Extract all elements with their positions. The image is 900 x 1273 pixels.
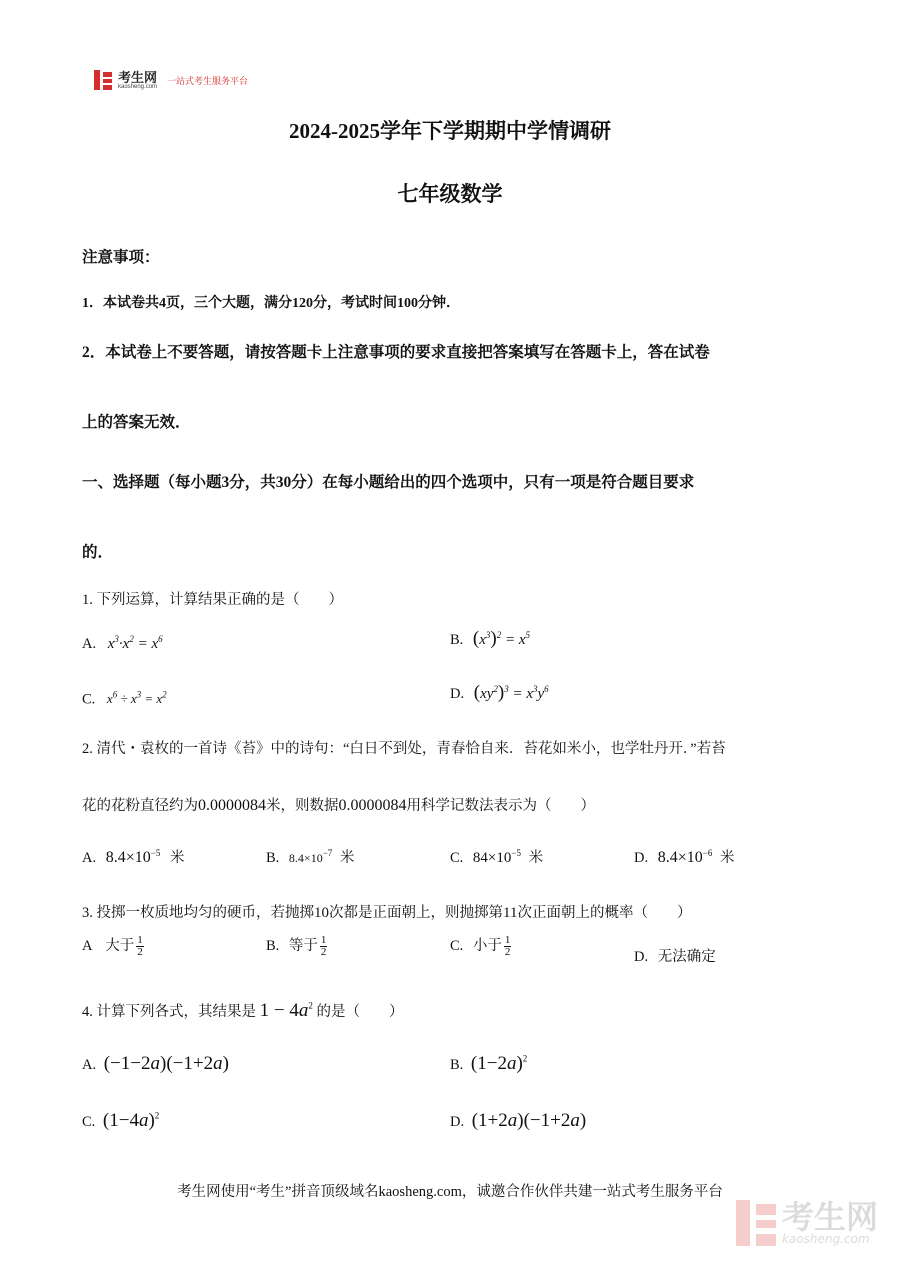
q2-number-2: 0.0000084: [338, 797, 407, 814]
logo-slogan: 一站式考生服务平台: [167, 76, 249, 87]
q4-a-expr: (−1−2a)(−1+2a): [103, 1053, 229, 1074]
q4-stem-text-b: 的是（ ）: [316, 1004, 404, 1020]
q4-a-label: A.: [82, 1057, 97, 1073]
watermark-mark-icon: [736, 1200, 776, 1246]
q4-c-label: C.: [82, 1114, 96, 1130]
q2-c-coef: 84×10: [472, 850, 512, 866]
q1-option-c: [82, 690, 167, 708]
q1-c-label: C.: [82, 691, 96, 708]
q3-number-2: 11: [503, 905, 518, 921]
q4-d-expr: (1+2a)(−1+2a): [471, 1110, 587, 1131]
q1-stem: 1. 下列运算，计算结果正确的是（ ）: [82, 592, 343, 608]
q2-a-label: A.: [82, 850, 97, 866]
q2-a-exp: −5: [150, 848, 161, 859]
logo-domain: kaosheng.com: [118, 83, 158, 90]
q2-c-label: C.: [450, 850, 464, 866]
q4-stem: [82, 1000, 403, 1022]
q2-d-coef: 8.4×10: [657, 849, 703, 866]
logo-name: 考生网: [118, 69, 158, 85]
q3-stem-text-c: 次正面朝上的概率（ ）: [517, 905, 692, 921]
q3-d-label: D.: [634, 949, 649, 965]
q4-b-label: B.: [450, 1057, 464, 1073]
q2-a-coef: 8.4×10: [105, 849, 151, 866]
q3-d-text: 无法确定: [657, 949, 716, 965]
section-heading: 一、选择题（每小题3分，共30分）在每小题给出的四个选项中，只有一项是符合题目要求: [82, 474, 695, 491]
q4-option-a: [82, 1053, 229, 1075]
q3-stem-text-a: 3. 投掷一枚质地均匀的硬币，若抛掷: [82, 905, 314, 921]
footer-text: 考生网使用“考生”拼音顶级域名kaosheng.com，诚邀合作伙伴共建一站式考生服务平台: [177, 1184, 723, 1200]
q3-option-d: [634, 945, 716, 966]
watermark-domain: kaosheng.com: [781, 1232, 870, 1246]
q4-b-expr: $(1-2a)^2$: [470, 1053, 528, 1074]
q4-c-expr: $(1-4a)^2$: [102, 1110, 160, 1131]
q4-option-d: [450, 1110, 586, 1132]
q2-stem-text-b: 米，则数据: [266, 798, 339, 814]
q1-a-label: A.: [82, 636, 97, 652]
watermark-name: 考生网: [781, 1198, 878, 1236]
q4-option-b: [450, 1053, 527, 1075]
q1-d-expr: $(xy^2)^3 = x^3y^6$: [473, 682, 549, 703]
watermark-logo: [736, 1200, 878, 1246]
q2-stem-text-c: 用科学记数法表示为（ ）: [406, 798, 595, 814]
q2-a-unit: 米: [169, 850, 185, 866]
q4-d-label: D.: [450, 1114, 465, 1130]
q2-b-coef: 8.4×10: [288, 851, 323, 865]
q3-b-label: B.: [266, 938, 280, 954]
q2-d-unit: 米: [719, 850, 735, 866]
q2-b-label: B.: [266, 850, 280, 866]
q3-b-text: 等于: [288, 938, 318, 954]
q3-option-b: [266, 934, 329, 959]
q2-stem-line1: 2. 清代・袁枚的一首诗《苔》中的诗句：“白日不到处，青春恰自来．苔花如米小，也学牡丹开．”若苔: [82, 741, 726, 757]
q2-option-a: [82, 846, 184, 867]
q2-option-c: [450, 846, 543, 867]
q2-c-unit: 米: [528, 850, 544, 866]
q3-option-a: [82, 934, 146, 959]
q4-option-c: [82, 1110, 159, 1132]
q2-b-exp: −7: [322, 848, 333, 859]
notice-item-2-cont: 上的答案无效．: [82, 414, 191, 431]
header-logo: [94, 70, 248, 90]
notice-item-2: 2．本试卷上不要答题，请按答题卡上注意事项的要求直接把答案填写在答题卡上，答在试卷: [82, 344, 710, 361]
q1-a-expr: $x^3\cdot x^2 = x^6$: [107, 634, 163, 652]
q2-option-b: [266, 846, 354, 867]
q2-c-exp: −5: [511, 848, 521, 859]
q3-stem: [82, 901, 691, 922]
q2-stem-text-a: 花的花粉直径约为: [82, 798, 198, 814]
q1-option-d: [450, 682, 549, 704]
page-subtitle: 七年级数学: [397, 182, 503, 206]
notice-item-1: 1．本试卷共4页，三个大题，满分120分，考试时间100分钟．: [82, 296, 460, 311]
q3-a-label: A: [82, 938, 92, 954]
q1-b-expr: $(x^3)^2 = x^5$: [472, 628, 531, 649]
q3-c-label: C.: [450, 938, 464, 954]
section-heading-cont: 的．: [82, 544, 114, 561]
q4-stem-text-a: 4. 计算下列各式，其结果是: [82, 1004, 256, 1020]
q1-c-expr: $x^6 \div x^3 = x^2$: [106, 690, 167, 707]
q3-c-text: 小于: [472, 938, 502, 954]
page-title: 2024-2025学年下学期期中学情调研: [289, 119, 611, 143]
q3-a-fraction: $\frac{1}{2}$: [137, 933, 143, 959]
q2-d-label: D.: [634, 850, 649, 866]
q2-number-1: 0.0000084: [198, 797, 266, 814]
q2-b-unit: 米: [339, 850, 355, 866]
q2-option-d: [634, 846, 734, 867]
q3-c-fraction: $\frac{1}{2}$: [504, 933, 511, 959]
logo-mark-icon: [94, 70, 112, 90]
q1-b-label: B.: [450, 632, 464, 648]
q3-number-1: 10: [314, 905, 329, 921]
q3-a-text: 大于: [105, 938, 135, 954]
q1-d-label: D.: [450, 686, 465, 702]
q2-stem-line2: [82, 794, 595, 815]
q3-stem-text-b: 次都是正面朝上，则抛掷第: [329, 905, 503, 921]
q3-b-fraction: $\frac{1}{2}$: [320, 933, 327, 959]
q1-option-a: [82, 634, 163, 653]
q1-option-b: [450, 628, 530, 650]
q3-option-c: [450, 934, 513, 959]
q4-target-expr: $1 - 4a^2$: [259, 1000, 313, 1021]
notice-heading: 注意事项：: [82, 249, 160, 266]
q2-d-exp: −6: [702, 848, 713, 859]
